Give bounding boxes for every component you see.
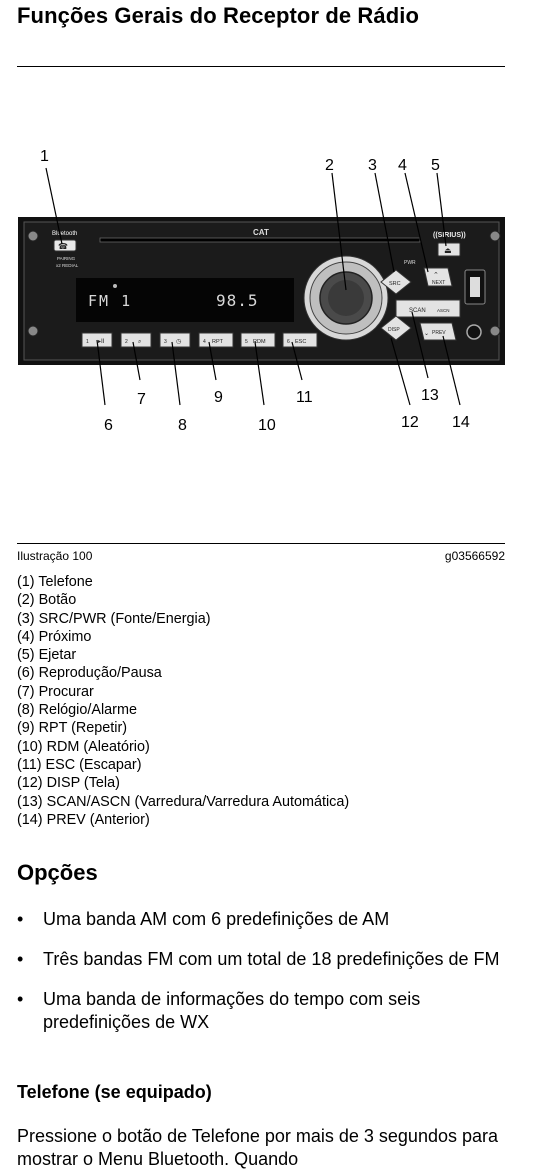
phone-heading: Telefone (se equipado) bbox=[17, 1082, 212, 1102]
preset-number: 2 bbox=[125, 339, 128, 345]
bullet-marker: • bbox=[17, 989, 24, 1009]
cd-slot bbox=[100, 238, 420, 242]
list-item-text: Uma banda de informações do tempo com seis predefinições de WX bbox=[43, 989, 421, 1032]
bullet-marker: • bbox=[17, 909, 24, 929]
title-divider bbox=[17, 66, 505, 67]
callout-12: 12 bbox=[401, 414, 419, 431]
prev-label: PREV bbox=[432, 330, 446, 336]
eject-icon: ⏏ bbox=[444, 246, 452, 255]
legend-item: (14) PREV (Anterior) bbox=[17, 811, 150, 828]
mount-screw bbox=[490, 231, 500, 241]
list-item-text: Três bandas FM com um total de 18 predefinições de FM bbox=[43, 949, 500, 969]
scan-button[interactable] bbox=[396, 300, 460, 317]
legend-item: (8) Relógio/Alarme bbox=[17, 702, 137, 719]
callout-13: 13 bbox=[421, 387, 439, 404]
callout-11: 11 bbox=[296, 389, 313, 406]
legend-item: (1) Telefone bbox=[17, 574, 93, 590]
display-band: FM 1 bbox=[88, 292, 133, 310]
preset-number: 3 bbox=[164, 339, 167, 345]
disp-label: DISP bbox=[388, 327, 400, 333]
callout-5: 5 bbox=[431, 157, 440, 174]
legend-item: (3) SRC/PWR (Fonte/Energia) bbox=[17, 610, 211, 627]
callout-10: 10 bbox=[258, 417, 276, 434]
callout-4: 4 bbox=[398, 157, 407, 174]
callout-8: 8 bbox=[178, 417, 187, 434]
bluetooth-label: Bluetooth bbox=[52, 231, 78, 237]
list-item bbox=[17, 948, 507, 971]
preset-number: 1 bbox=[86, 339, 89, 345]
pwr-label: PWR bbox=[404, 260, 416, 266]
bullet-marker: • bbox=[17, 949, 24, 969]
ascn-label: ASCN bbox=[437, 308, 450, 313]
search-icon: ⌕ bbox=[138, 338, 142, 345]
display-frequency: 98.5 bbox=[216, 291, 259, 310]
legend-item: (11) ESC (Escapar) bbox=[17, 756, 142, 773]
list-item-text: Uma banda AM com 6 predefinições de AM bbox=[43, 909, 390, 929]
mount-screw bbox=[490, 326, 500, 336]
caption-divider bbox=[17, 543, 505, 544]
legend-item: (4) Próximo bbox=[17, 628, 92, 645]
list-item bbox=[17, 908, 507, 931]
legend-item: (13) SCAN/ASCN (Varredura/Varredura Automática) bbox=[17, 793, 350, 810]
phone-icon: ☎ bbox=[58, 242, 68, 251]
preset-number: 4 bbox=[203, 339, 206, 345]
radio-illustration bbox=[0, 140, 560, 440]
illustration-label: Ilustração 100 bbox=[17, 549, 93, 563]
aux-jack bbox=[467, 325, 481, 339]
options-heading: Opções bbox=[17, 860, 98, 885]
callout-3: 3 bbox=[368, 157, 377, 174]
callout-6: 6 bbox=[104, 417, 113, 434]
redial-label: x2 REDIAL bbox=[56, 263, 79, 268]
next-arrow-icon: ⌃ bbox=[433, 271, 439, 279]
legend-item: (5) Ejetar bbox=[17, 647, 77, 664]
src-label: SRC bbox=[389, 281, 401, 287]
pairing-label: PAIRING bbox=[57, 256, 76, 261]
preset-number: 5 bbox=[245, 339, 248, 345]
callout-2: 2 bbox=[325, 157, 334, 174]
mount-screw bbox=[28, 231, 38, 241]
legend-item: (7) Procurar bbox=[17, 683, 94, 700]
radio-diagram bbox=[0, 140, 560, 440]
list-item bbox=[17, 988, 507, 1034]
page-title: Funções Gerais do Receptor de Rádio bbox=[17, 3, 420, 28]
callout-1: 1 bbox=[40, 148, 49, 165]
callout-7: 7 bbox=[137, 391, 146, 408]
usb-port bbox=[470, 277, 480, 297]
legend-item: (10) RDM (Aleatório) bbox=[17, 738, 150, 755]
options-list bbox=[17, 908, 507, 1051]
brand-logo: CAT bbox=[253, 228, 269, 237]
rdm-label: RDM bbox=[253, 339, 266, 345]
phone-paragraph: Pressione o botão de Telefone por mais de 3 segundos para mostrar o Menu Bluetooth. Quando bbox=[17, 1126, 498, 1169]
preset-number: 6 bbox=[287, 339, 290, 345]
scan-label: SCAN bbox=[409, 308, 426, 314]
rpt-label: RPT bbox=[212, 339, 223, 345]
prev-arrow-icon: ⌄ bbox=[424, 330, 430, 337]
legend-item: (12) DISP (Tela) bbox=[17, 775, 120, 792]
legend-item: (6) Reprodução/Pausa bbox=[17, 665, 162, 682]
next-label: NEXT bbox=[432, 280, 446, 286]
play-pause-icon: ▸II bbox=[98, 338, 105, 345]
illustration-id: g03566592 bbox=[444, 549, 505, 563]
legend-item: (9) RPT (Repetir) bbox=[17, 720, 128, 737]
sirius-logo: ((SIRIUS)) bbox=[433, 232, 466, 239]
legend-item: (2) Botão bbox=[17, 592, 77, 609]
esc-label: ESC bbox=[295, 339, 307, 345]
mount-screw bbox=[28, 326, 38, 336]
legend-list bbox=[17, 573, 349, 829]
clock-icon: ◷ bbox=[176, 338, 182, 345]
callout-9: 9 bbox=[214, 389, 223, 406]
indicator-light bbox=[113, 284, 117, 288]
callout-14: 14 bbox=[452, 414, 470, 431]
